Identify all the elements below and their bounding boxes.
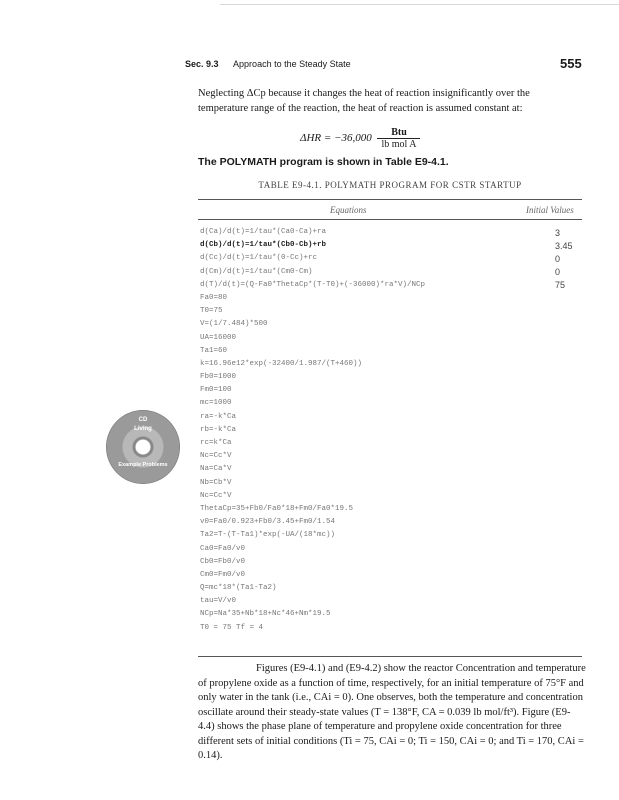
equation-row: v0=Fa0/0.923+Fb0/3.45+Fm0/1.54 xyxy=(200,518,336,527)
running-header xyxy=(185,59,351,69)
equation-row: Q=mc*18*(Ta1-Ta2) xyxy=(200,584,277,593)
equation-row: Nc=Cc*V xyxy=(200,491,232,500)
equation-row: d(T)/d(t)=(Q-Fa0*ThetaCp*(T-T0)+(-36000)*ra*V)/NCp xyxy=(200,280,426,289)
equation-row: T0=75 xyxy=(200,307,223,316)
equation-row: Fa0=80 xyxy=(200,293,228,302)
equation-row: d(Cb)/d(t)=1/tau*(Cb0-Cb)+rb xyxy=(200,241,327,250)
table-top-rule xyxy=(198,199,582,200)
equation-row: NCp=Na*35+Nb*18+Nc*46+Nm*19.5 xyxy=(200,610,331,619)
intro-paragraph: Neglecting ΔCp because it changes the heat of reaction insignificantly over the temperature range of the reaction, the heat of reaction is assumed constant at: xyxy=(198,88,530,114)
equation-row: V=(1/7.484)*500 xyxy=(200,320,268,329)
equation-list xyxy=(200,226,500,635)
equation-row: Cm0=Fm0/v0 xyxy=(200,570,246,579)
equation-lhs: ΔHR = −36,000 xyxy=(300,132,372,145)
equation-row: Ca0=Fa0/v0 xyxy=(200,544,246,553)
initial-value-cb: 3.45 xyxy=(555,241,573,251)
table-header-rule xyxy=(198,219,582,220)
section-number: Sec. 9.3 xyxy=(185,59,219,69)
equation-row: Ta2=T-(T-Ta1)*exp(-UA/(18*mc)) xyxy=(200,531,336,540)
heat-of-reaction-equation xyxy=(300,127,420,150)
equation-row: Ta1=60 xyxy=(200,346,228,355)
initial-value-t: 75 xyxy=(555,280,566,290)
table-bottom-rule xyxy=(198,656,582,657)
units-numerator: Btu xyxy=(377,127,420,139)
program-intro: The POLYMATH program is shown in Table E9-4.1. xyxy=(198,156,449,168)
top-rule xyxy=(220,4,619,5)
equation-row: rc=k*Ca xyxy=(200,439,232,447)
cd-badge-line3: Example Problems xyxy=(118,462,168,468)
table-caption: TABLE E9-4.1. POLYMATH PROGRAM FOR CSTR STARTUP xyxy=(258,180,522,190)
initial-value-cm: 0 xyxy=(555,267,561,277)
cd-badge-line2: Living xyxy=(134,426,152,432)
units-denominator: lb mol A xyxy=(381,139,417,150)
equation-row: ra=-k*Ca xyxy=(200,412,237,421)
equation-row: Cb0=Fb0/v0 xyxy=(200,557,246,566)
equation-row: d(Cc)/d(t)=1/tau*(0-Cc)+rc xyxy=(200,254,318,263)
equation-row: d(Ca)/d(t)=1/tau*(Ca0-Ca)+ra xyxy=(200,228,327,236)
equation-row: Fm0=100 xyxy=(200,386,232,395)
section-title: Approach to the Steady State xyxy=(233,59,351,69)
equation-row: mc=1000 xyxy=(200,399,232,408)
equation-row: Nb=Cb*V xyxy=(200,478,232,487)
column-header-equations: Equations xyxy=(330,205,367,215)
equation-units xyxy=(377,127,420,150)
initial-value-ca: 3 xyxy=(555,228,561,238)
page-number: 555 xyxy=(560,56,582,71)
equation-row: T0 = 75 Tf = 4 xyxy=(200,623,264,632)
equation-row: Fb0=1000 xyxy=(200,373,237,382)
column-header-initial-values: Initial Values xyxy=(526,205,574,215)
closing-paragraph: Figures (E9-4.1) and (E9-4.2) show the reactor Concentration and temperature of propylene oxide as a function of time, respectively, for an initial temperature of 75°F and only water in the tank (i.e., CAi = 0). One observes, both the temperature and concentration oscillate around their steady-state values (T = 138°F, CA = 0.039 lb mol/ft³). Figure (E9-4.4) shows the phase plane of temperature and propylene oxide concentration for three different sets of initial conditions (Ti = 75, CAi = 0; Ti = 150, CAi = 0; and Ti = 170, CAi = 0.14). xyxy=(198,663,586,761)
equation-row: Nc=Cc*V xyxy=(200,452,232,461)
cd-badge-line1: CD xyxy=(138,417,148,423)
equation-row: Na=Ca*V xyxy=(200,465,232,474)
equation-row: d(Cm)/d(t)=1/tau*(Cm0-Cm) xyxy=(200,267,313,276)
equation-row: ThetaCp=35+Fb0/Fa0*18+Fm0/Fa0*19.5 xyxy=(200,504,354,513)
initial-value-cc: 0 xyxy=(555,254,561,264)
equation-row: tau=V/v0 xyxy=(200,597,237,606)
equation-row: UA=16000 xyxy=(200,333,237,342)
equation-row: k=16.96e12*exp(-32400/1.987/(T+460)) xyxy=(200,359,363,368)
equation-row: rb=-k*Ca xyxy=(200,425,237,434)
